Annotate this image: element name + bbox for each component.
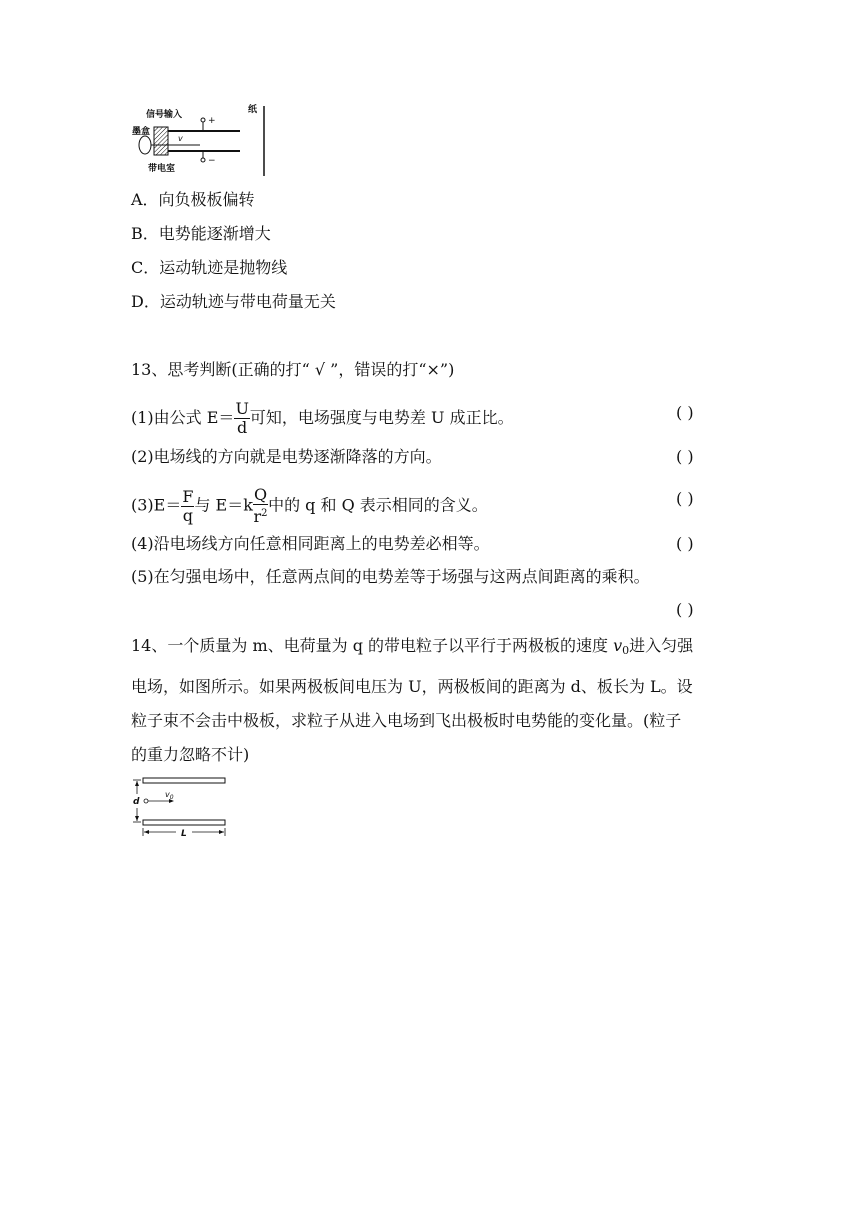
signal-input-label: 信号输入 [146,110,183,120]
s3-num2: Q [253,485,268,504]
bottom-plate [143,820,225,825]
plus-label: + [208,116,216,126]
paper-label: 纸 [248,105,258,115]
s1-pre: (1)由公式 E＝ [131,408,235,427]
parallel-plates-diagram [130,772,235,840]
ink-box [139,136,151,154]
q13-statement-2: (2)电场线的方向就是电势逐渐降落的方向。 [131,447,442,466]
inkjet-diagram [130,100,275,180]
q13-statement-5: (5)在匀强电场中，任意两点间的电势差等于场强与这两点间距离的乘积。 [131,567,650,586]
answer-blank-5[interactable]: ( ) [676,600,694,619]
q14-line1-pre: 14、一个质量为 m、电荷量为 q 的带电粒子以平行于两极板的速度 [131,636,614,655]
fraction-f-over-q [181,488,194,525]
L-label: L [181,829,187,839]
q14-line-1 [131,636,693,661]
v0-main: v [165,790,170,799]
particle [144,799,148,803]
s3-pre: (3)E＝ [131,495,182,515]
s1-den: d [237,418,248,437]
s3-num1: F [182,486,194,506]
charge-chamber [154,127,168,155]
q14-line-2: 电场，如图所示。如果两极板间电压为 U，两极板间的距离为 d、板长为 L。设 [131,677,693,696]
charge-chamber-label: 带电室 [148,164,176,174]
option-d: D．运动轨迹与带电荷量无关 [131,292,336,311]
s3-den1: q [182,505,194,525]
q14-line-3: 粒子束不会击中极板，求粒子从进入电场到飞出极板时电势能的变化量。(粒子 [131,711,682,730]
fraction-u-over-d [234,400,249,437]
v0-sub: 0 [169,794,174,801]
q14-line1-post: 进入匀强 [629,636,694,655]
q14-v0: v [613,636,623,655]
q13-title: 13、思考判断(正确的打“ √ ”，错误的打“×”) [131,360,455,379]
answer-blank-3[interactable]: ( ) [676,489,694,508]
q13-statement-3 [131,486,488,526]
s3-post: 中的 q 和 Q 表示相同的含义。 [268,495,488,515]
s3-den2: r [253,507,262,526]
q13-statement-4: (4)沿电场线方向任意相同距离上的电势差必相等。 [131,534,490,553]
q13-statement-1 [131,400,514,437]
v0-label [165,790,174,801]
s1-num: U [235,399,249,418]
velocity-label: v [178,134,183,143]
top-plate [143,778,225,783]
q14-v0-sub: 0 [622,644,630,657]
option-c: C．运动轨迹是抛物线 [131,258,288,277]
ink-box-label: 墨盒 [132,127,151,137]
minus-label: − [208,156,216,166]
answer-blank-4[interactable]: ( ) [676,534,694,553]
fraction-q-over-r2 [253,486,268,526]
answer-blank-1[interactable]: ( ) [676,403,694,422]
s3-den2-exp: 2 [261,508,268,519]
d-label: d [133,797,140,807]
s3-mid: 与 E＝k [194,495,253,515]
s3-den2-wrap [253,505,268,526]
answer-blank-2[interactable]: ( ) [676,447,694,466]
s1-post: 可知，电场强度与电势差 U 成正比。 [249,408,514,427]
option-a: A．向负极板偏转 [131,190,255,209]
q14-line-4: 的重力忽略不计) [131,745,250,764]
option-b: B．电势能逐渐增大 [131,224,271,243]
